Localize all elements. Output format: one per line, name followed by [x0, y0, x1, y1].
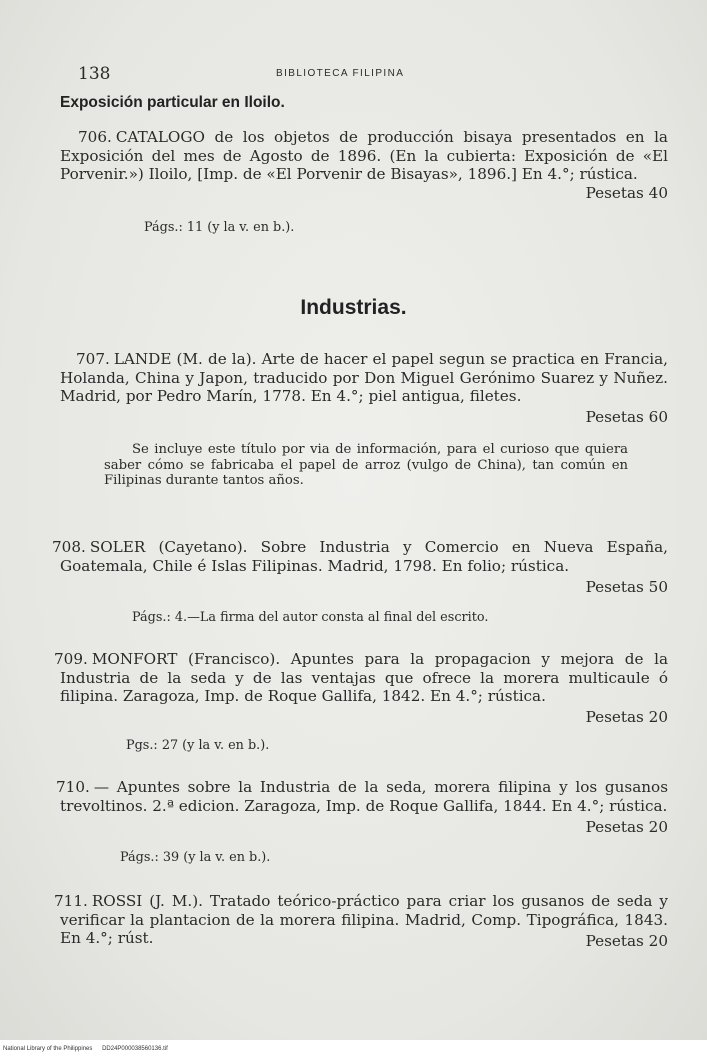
entry-number: 711.	[54, 892, 88, 910]
entry-text: MONFORT (Francisco). Apuntes para la propagacion y mejora de la Industria de la seda y de las ventajas que ofrece la morera multicaule ó filipina. Zaragoza, Imp. de Roque Gallifa, 1842. En 4.°; rústica.	[60, 650, 668, 705]
catalog-entry-706	[60, 128, 668, 202]
entry-number: 707.	[76, 350, 110, 368]
section-title: Industrias.	[300, 296, 407, 319]
catalog-entry-711	[54, 892, 668, 950]
entry-price: Pesetas 20	[585, 707, 668, 726]
entry-text: CATALOGO de los objetos de producción bisaya presentados en la Exposición del mes de Agosto de 1896. (En la cubierta: Exposición de «El Porvenir.») Iloilo, [Imp. de «El Porvenir de Bisayas», 1896.] En 4.°; rústica.	[60, 128, 668, 183]
running-title: BIBLIOTECA FILIPINA	[276, 68, 405, 79]
entry-price: Pesetas 60	[585, 407, 668, 426]
scan-footer	[0, 1046, 707, 1059]
entry-text: LANDE (M. de la). Arte de hacer el papel segun se practica en Francia, Holanda, China y Japon, traducido por Don Miguel Gerónimo Suarez y Nuñez. Madrid, por Pedro Marín, 1778. En 4.°; piel antigua, filetes.	[60, 350, 668, 405]
catalog-entry-710	[56, 778, 668, 836]
entry-note-710: Págs.: 39 (y la v. en b.).	[120, 850, 271, 865]
entry-text: — Apuntes sobre la Industria de la seda, morera filipina y los gusanos trevoltinos. 2.ª edicion. Zaragoza, Imp. de Roque Gallifa, 1844. En 4.°; rústica.	[60, 778, 668, 815]
entry-number: 709.	[54, 650, 88, 668]
catalog-entry-709	[54, 650, 668, 726]
entry-number: 710.	[56, 778, 90, 796]
entry-price: Pesetas 20	[585, 817, 668, 836]
entry-price: Pesetas 50	[585, 577, 668, 596]
page-header	[78, 64, 678, 86]
catalog-entry-707	[60, 350, 668, 426]
entry-note-708: Págs.: 4.—La firma del autor consta al final del escrito.	[132, 610, 489, 625]
entry-text: ROSSI (J. M.). Tratado teórico-práctico para criar los gusanos de seda y verificar la plantacion de la morera filipina. Madrid, Comp. Tipográfica, 1843. En 4.°; rúst.	[60, 892, 668, 947]
entry-note-709: Pgs.: 27 (y la v. en b.).	[126, 738, 270, 753]
entry-text: SOLER (Cayetano). Sobre Industria y Comercio en Nueva España, Goatemala, Chile é Islas Filipinas. Madrid, 1798. En folio; rústica.	[60, 538, 668, 575]
entry-price: Pesetas 20	[585, 931, 668, 950]
entry-price: Pesetas 40	[585, 183, 668, 202]
footer-code: DD24P000038560136.tif	[102, 1046, 168, 1052]
footer-library: National Library of the Philippines	[3, 1046, 93, 1052]
catalog-entry-708	[52, 538, 668, 596]
page-number: 138	[78, 64, 111, 84]
entry-note-707: Se incluye este título por via de información, para el curioso que quiera saber cómo se fabricaba el papel de arroz (vulgo de China), tan común en Filipinas durante tantos años.	[104, 442, 628, 488]
section-subtitle: Exposición particular en Iloilo.	[60, 94, 285, 111]
entry-number: 708.	[52, 538, 86, 556]
entry-note-706: Págs.: 11 (y la v. en b.).	[144, 220, 295, 235]
entry-number: 706.	[78, 128, 112, 146]
